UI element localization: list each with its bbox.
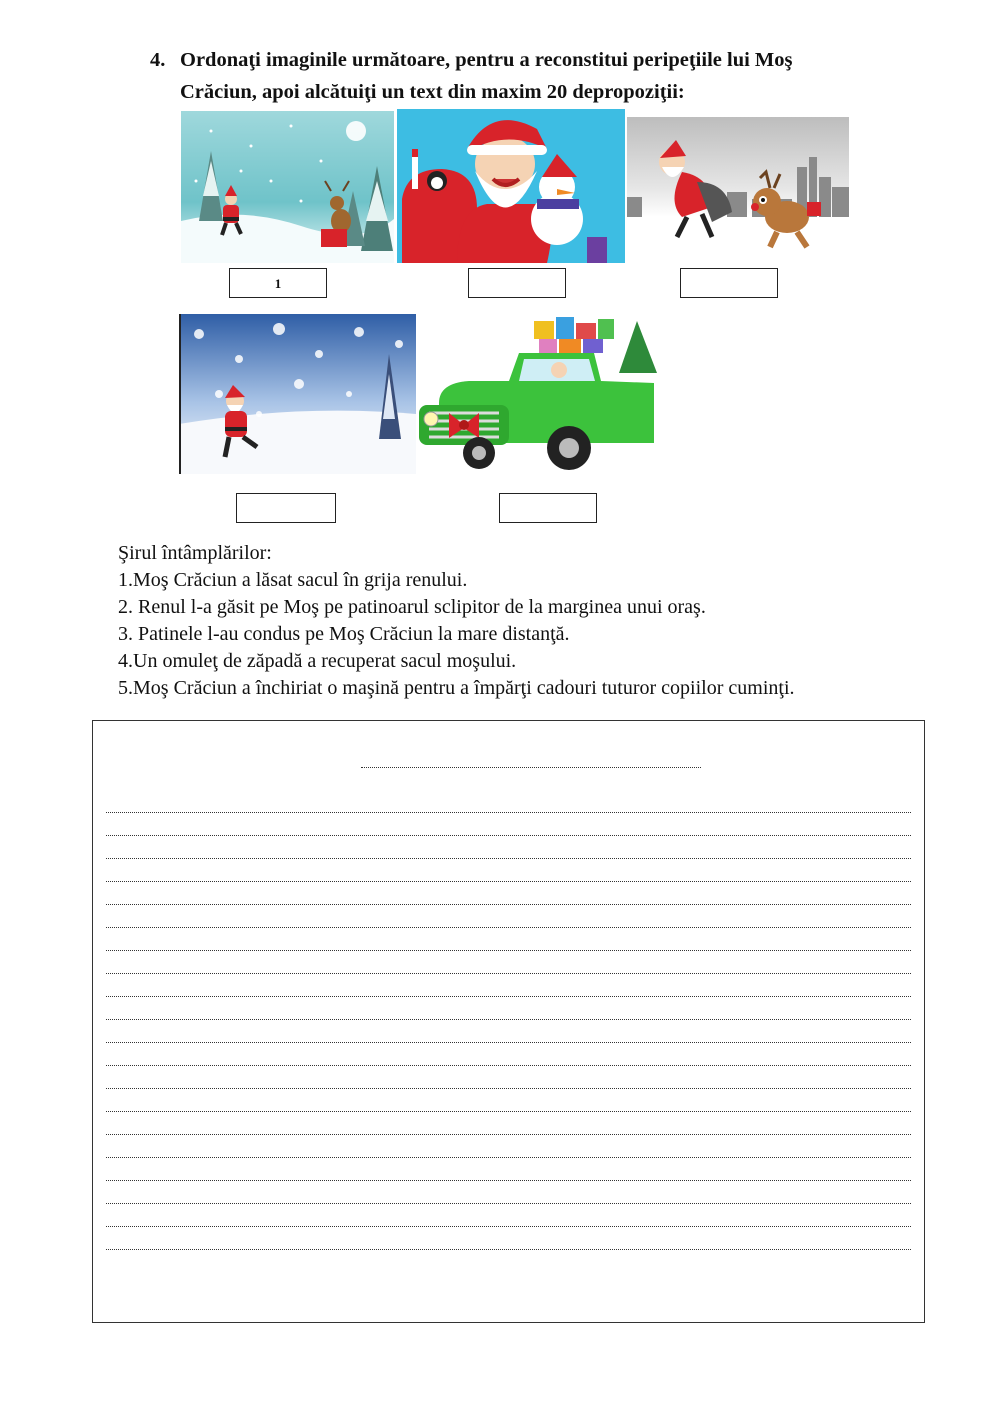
- title-line[interactable]: [361, 755, 701, 768]
- writing-line[interactable]: [106, 1087, 911, 1089]
- writing-line[interactable]: [106, 949, 911, 951]
- image-santa-snowman: [397, 109, 625, 263]
- event-item-3: 3. Patinele l-au condus pe Moş Crăciun la mare distanţă.: [118, 623, 570, 645]
- writing-line[interactable]: [106, 1064, 911, 1066]
- writing-line[interactable]: [106, 903, 911, 905]
- task-line-1: Ordonaţi imaginile următoare, pentru a reconstitui peripeţiile lui Moş: [180, 49, 793, 71]
- events-heading: Şirul întâmplărilor:: [118, 542, 272, 564]
- writing-line[interactable]: [106, 1179, 911, 1181]
- writing-line[interactable]: [106, 811, 911, 813]
- event-item-1: 1.Moş Crăciun a lăsat sacul în grija renului.: [118, 569, 468, 591]
- writing-line[interactable]: [106, 1225, 911, 1227]
- image-santa-city: [627, 117, 849, 257]
- task-line-2: Crăciun, apoi alcătuiţi un text din maxim 20 depropoziţii:: [180, 81, 685, 103]
- writing-line[interactable]: [106, 1133, 911, 1135]
- order-box-3[interactable]: [680, 268, 778, 298]
- task-number: 4.: [150, 49, 166, 71]
- writing-line[interactable]: [106, 834, 911, 836]
- event-item-5: 5.Moş Crăciun a închiriat o maşină pentru a împărţi cadouri tuturor copiilor cuminţi.: [118, 677, 795, 699]
- event-item-2: 2. Renul l-a găsit pe Moş pe patinoarul sclipitor de la marginea unui oraş.: [118, 596, 706, 618]
- writing-line[interactable]: [106, 1156, 911, 1158]
- image-santa-forest: [181, 111, 394, 263]
- writing-line[interactable]: [106, 972, 911, 974]
- order-box-5[interactable]: [499, 493, 597, 523]
- writing-line[interactable]: [106, 995, 911, 997]
- writing-line[interactable]: [106, 857, 911, 859]
- writing-line[interactable]: [106, 1018, 911, 1020]
- order-box-1[interactable]: [229, 268, 327, 298]
- order-box-2[interactable]: [468, 268, 566, 298]
- order-box-4[interactable]: [236, 493, 336, 523]
- writing-line[interactable]: [106, 926, 911, 928]
- writing-line[interactable]: [106, 1110, 911, 1112]
- writing-line[interactable]: [106, 880, 911, 882]
- events-list: [118, 540, 795, 702]
- order-box-1-value: 1: [274, 276, 282, 291]
- writing-line[interactable]: [106, 1202, 911, 1204]
- image-green-truck: [419, 313, 661, 475]
- image-santa-snowflakes: [179, 314, 416, 474]
- event-item-4: 4.Un omuleţ de zăpadă a recuperat sacul moşului.: [118, 650, 517, 672]
- writing-line[interactable]: [106, 1248, 911, 1250]
- writing-line[interactable]: [106, 1041, 911, 1043]
- writing-area[interactable]: [92, 720, 925, 1323]
